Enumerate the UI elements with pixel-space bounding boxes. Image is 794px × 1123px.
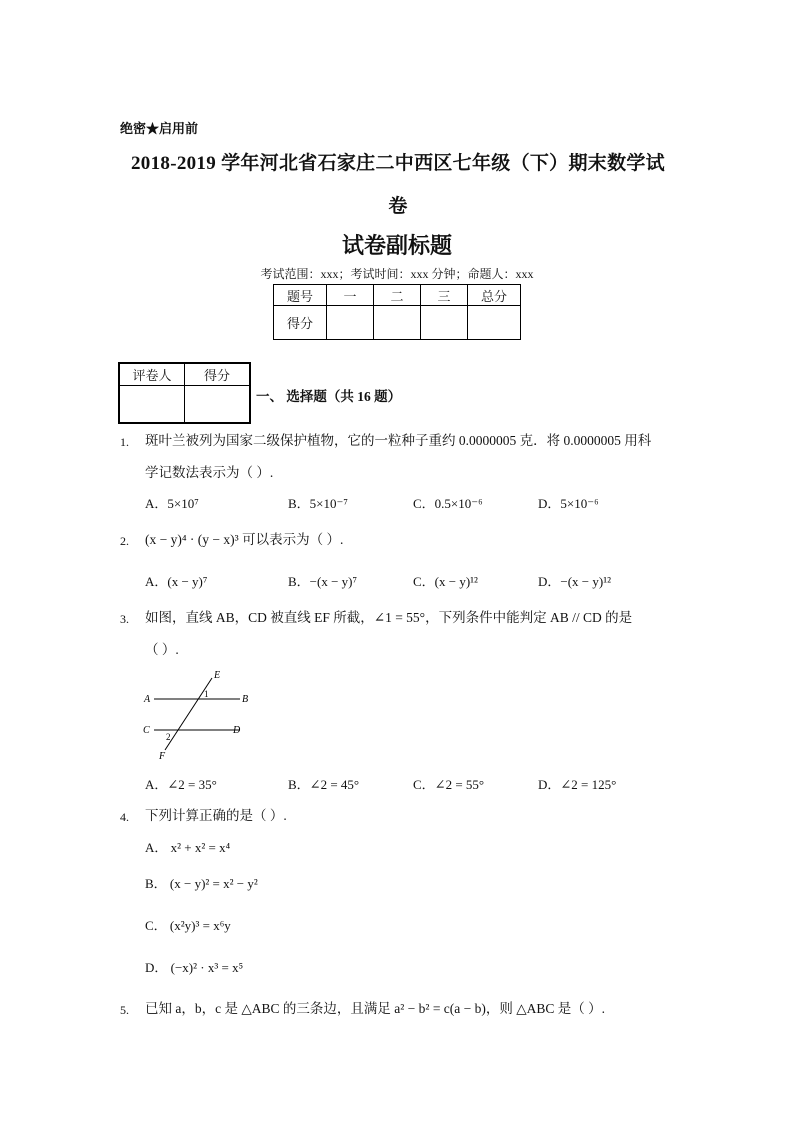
grader-cell[interactable] [119, 386, 185, 424]
option-c[interactable]: C．0.5×10⁻⁶ [413, 496, 483, 511]
grader-cell[interactable] [185, 386, 251, 424]
option-c[interactable]: C．∠2 = 55° [413, 777, 485, 792]
option-b[interactable]: B．−(x − y)⁷ [288, 574, 358, 589]
grader-header-cell: 得分 [185, 363, 251, 386]
label-e: E [214, 670, 221, 681]
question-stem-line2: （ ）. [145, 642, 179, 657]
secret-label: 绝密★启用前 [120, 121, 199, 136]
option-a[interactable]: A． x² + x² = x⁴ [145, 840, 231, 855]
score-cell[interactable] [374, 306, 421, 340]
option-a[interactable]: A．(x − y)⁷ [145, 574, 208, 589]
option-d[interactable]: D．5×10⁻⁶ [538, 496, 599, 511]
label-a: A [144, 694, 151, 705]
exam-title-line2: 卷 [388, 196, 408, 217]
option-c[interactable]: C． (x²y)³ = x⁶y [145, 918, 231, 933]
exam-info: 考试范围：xxx；考试时间：xxx 分钟；命题人：xxx [260, 267, 534, 281]
option-b[interactable]: B．5×10⁻⁷ [288, 496, 348, 511]
question-number: 4. [120, 810, 129, 824]
question-stem-line1: 斑叶兰被列为国家二级保护植物，它的一粒种子重约 0.0000005 克．将 0.0000005 用科 [145, 433, 652, 448]
score-cell[interactable] [421, 306, 468, 340]
label-angle-2: 2 [166, 732, 171, 742]
grader-table [118, 362, 251, 424]
label-c: C [143, 725, 150, 736]
score-row-label: 得分 [274, 306, 327, 340]
option-d[interactable]: D． (−x)² · x³ = x⁵ [145, 960, 244, 975]
question-stem-line1: 如图，直线 AB，CD 被直线 EF 所截，∠1 = 55°，下列条件中能判定 AB // CD 的是 [145, 610, 633, 625]
question-number: 2. [120, 534, 129, 548]
score-header-cell: 一 [327, 285, 374, 306]
question-number: 5. [120, 1003, 129, 1017]
grader-header-cell: 评卷人 [119, 363, 185, 386]
option-c[interactable]: C．(x − y)¹² [413, 574, 478, 589]
question-stem: 已知 a，b，c 是 △ABC 的三条边，且满足 a² − b² = c(a − b)，则 △ABC 是（ ）. [145, 1001, 606, 1016]
label-b: B [242, 694, 249, 705]
option-a[interactable]: A．∠2 = 35° [145, 777, 217, 792]
question-stem: 下列计算正确的是（ ）. [145, 808, 287, 823]
section-title: 一、 选择题（共 16 题） [256, 389, 402, 404]
label-d: D [233, 725, 241, 736]
question-stem-line2: 学记数法表示为（ ）. [145, 465, 274, 480]
exam-title-line1: 2018-2019 学年河北省石家庄二中西区七年级（下）期末数学试 [131, 153, 665, 174]
score-header-cell: 题号 [274, 285, 327, 306]
question-number: 1. [120, 435, 129, 449]
option-b[interactable]: B． (x − y)² = x² − y² [145, 876, 258, 891]
score-header-cell: 二 [374, 285, 421, 306]
score-cell[interactable] [468, 306, 521, 340]
label-f: F [159, 751, 166, 762]
label-angle-1: 1 [204, 689, 209, 699]
score-table [273, 284, 521, 340]
question-number: 3. [120, 612, 129, 626]
option-d[interactable]: D．∠2 = 125° [538, 777, 617, 792]
score-header-cell: 三 [421, 285, 468, 306]
parallel-lines-figure [140, 668, 260, 763]
option-d[interactable]: D．−(x − y)¹² [538, 574, 612, 589]
score-cell[interactable] [327, 306, 374, 340]
score-header-cell: 总分 [468, 285, 521, 306]
exam-subtitle: 试卷副标题 [341, 233, 452, 258]
question-stem: (x − y)⁴ · (y − x)³ 可以表示为（ ）. [145, 532, 344, 547]
option-a[interactable]: A．5×10⁷ [145, 496, 199, 511]
option-b[interactable]: B．∠2 = 45° [288, 777, 360, 792]
